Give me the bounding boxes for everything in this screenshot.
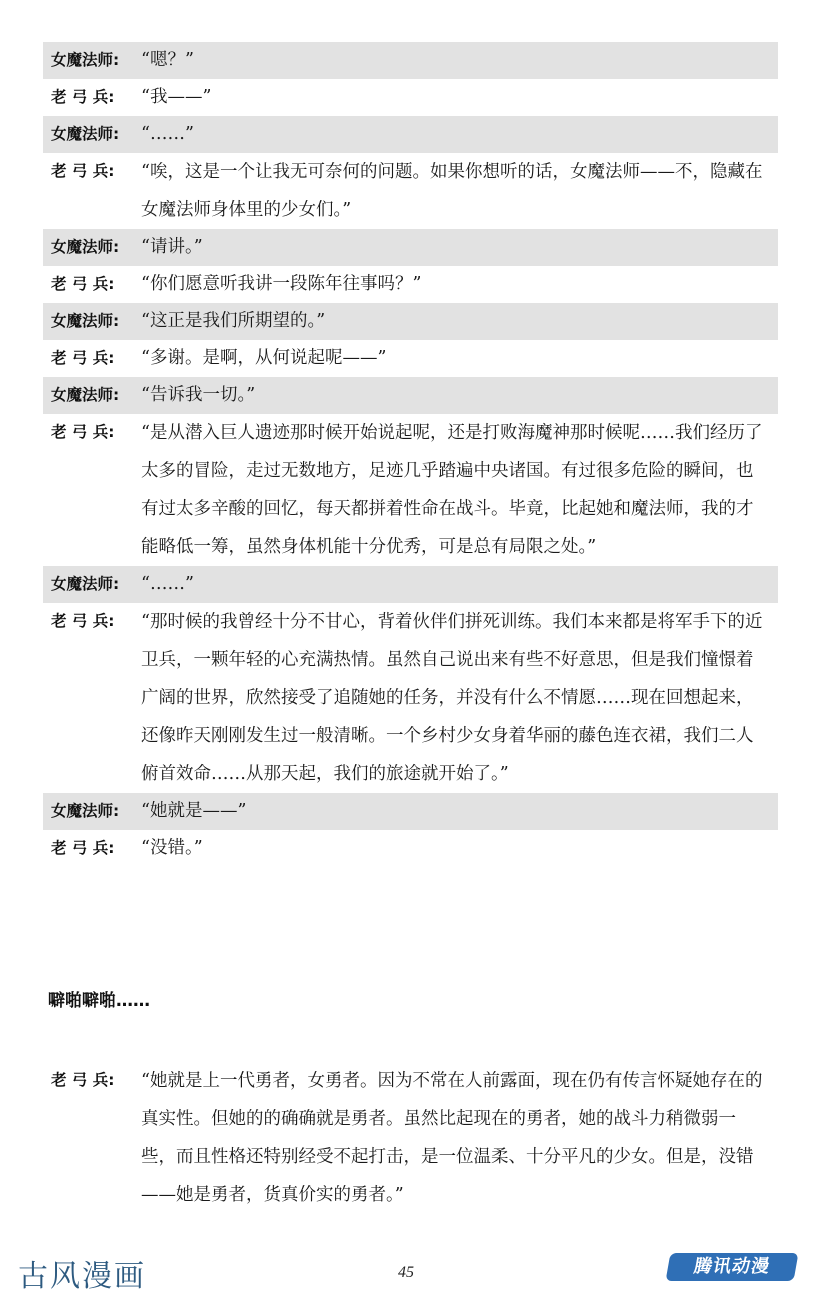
speaker-label: 老 弓 兵: xyxy=(51,349,115,367)
speech-text: “没错。” xyxy=(141,838,203,858)
speaker-label: 女魔法师: xyxy=(51,51,120,69)
dialogue-line xyxy=(43,153,778,229)
speech-text: “她就是——” xyxy=(141,801,247,821)
dialogue-line xyxy=(43,42,778,79)
speech-text: “嗯？” xyxy=(141,50,194,70)
dialogue-line xyxy=(43,303,778,340)
speaker-label: 老 弓 兵: xyxy=(51,162,115,180)
watermark-logo-right: 腾讯动漫 xyxy=(666,1253,799,1281)
sound-effect: 噼啪噼啪…… xyxy=(48,991,150,1011)
dialogue-block xyxy=(43,42,778,867)
dialogue-line xyxy=(43,116,778,153)
speech-text: “请讲。” xyxy=(141,237,203,257)
speaker-label: 老 弓 兵: xyxy=(51,612,115,630)
dialogue-line xyxy=(43,603,778,793)
dialogue-line xyxy=(43,1062,778,1214)
dialogue-line xyxy=(43,340,778,377)
speaker-label: 女魔法师: xyxy=(51,238,120,256)
speech-text: “告诉我一切。” xyxy=(141,385,256,405)
speaker-label: 女魔法师: xyxy=(51,125,120,143)
speech-text: “她就是上一代勇者，女勇者。因为不常在人前露面，现在仍有传言怀疑她存在的真实性。但她的的确确就是勇者。虽然比起现在的勇者，她的战斗力稍微弱一些，而且性格还特别经受不起打击，是一位温柔、十分平凡的少女。但是，没错——她是勇者，货真价实的勇者。” xyxy=(141,1071,763,1205)
speech-text: “唉，这是一个让我无可奈何的问题。如果你想听的话，女魔法师——不，隐藏在女魔法师身体里的少女们。” xyxy=(141,162,763,220)
speech-text: “多谢。是啊，从何说起呢——” xyxy=(141,348,387,368)
speaker-label: 老 弓 兵: xyxy=(51,1071,115,1089)
dialogue-line xyxy=(43,377,778,414)
speech-text: “是从潜入巨人遗迹那时候开始说起呢，还是打败海魔神那时候呢……我们经历了太多的冒险，走过无数地方，足迹几乎踏遍中央诸国。有过很多危险的瞬间，也有过太多辛酸的回忆，每天都拼着性命在战斗。毕竟，比起她和魔法师，我的才能略低一筹，虽然身体机能十分优秀，可是总有局限之处。” xyxy=(141,423,763,557)
dialogue-line xyxy=(43,266,778,303)
dialogue-line xyxy=(43,793,778,830)
speaker-label: 老 弓 兵: xyxy=(51,88,115,106)
speaker-label: 女魔法师: xyxy=(51,802,120,820)
speaker-label: 老 弓 兵: xyxy=(51,839,115,857)
speaker-label: 女魔法师: xyxy=(51,312,120,330)
speaker-label: 女魔法师: xyxy=(51,575,120,593)
watermark-logo-left: 古风漫画 xyxy=(18,1259,146,1294)
dialogue-line xyxy=(43,79,778,116)
dialogue-line xyxy=(43,414,778,566)
speech-text: “你们愿意听我讲一段陈年往事吗？” xyxy=(141,274,422,294)
dialogue-line xyxy=(43,229,778,266)
speaker-label: 女魔法师: xyxy=(51,386,120,404)
speech-text: “这正是我们所期望的。” xyxy=(141,311,326,331)
dialogue-line xyxy=(43,830,778,867)
dialogue-block-2 xyxy=(43,1062,778,1214)
speech-text: “……” xyxy=(141,574,194,594)
speaker-label: 老 弓 兵: xyxy=(51,423,115,441)
page-number: 45 xyxy=(398,1264,414,1281)
speech-text: “那时候的我曾经十分不甘心，背着伙伴们拼死训练。我们本来都是将军手下的近卫兵，一颗年轻的心充满热情。虽然自己说出来有些不好意思，但是我们憧憬着广阔的世界，欣然接受了追随她的任务，并没有什么不情愿……现在回想起来，还像昨天刚刚发生过一般清晰。一个乡村少女身着华丽的藤色连衣裙，我们二人俯首效命……从那天起，我们的旅途就开始了。” xyxy=(141,612,763,784)
speech-text: “我——” xyxy=(141,87,212,107)
speech-text: “……” xyxy=(141,124,194,144)
speaker-label: 老 弓 兵: xyxy=(51,275,115,293)
dialogue-line xyxy=(43,566,778,603)
